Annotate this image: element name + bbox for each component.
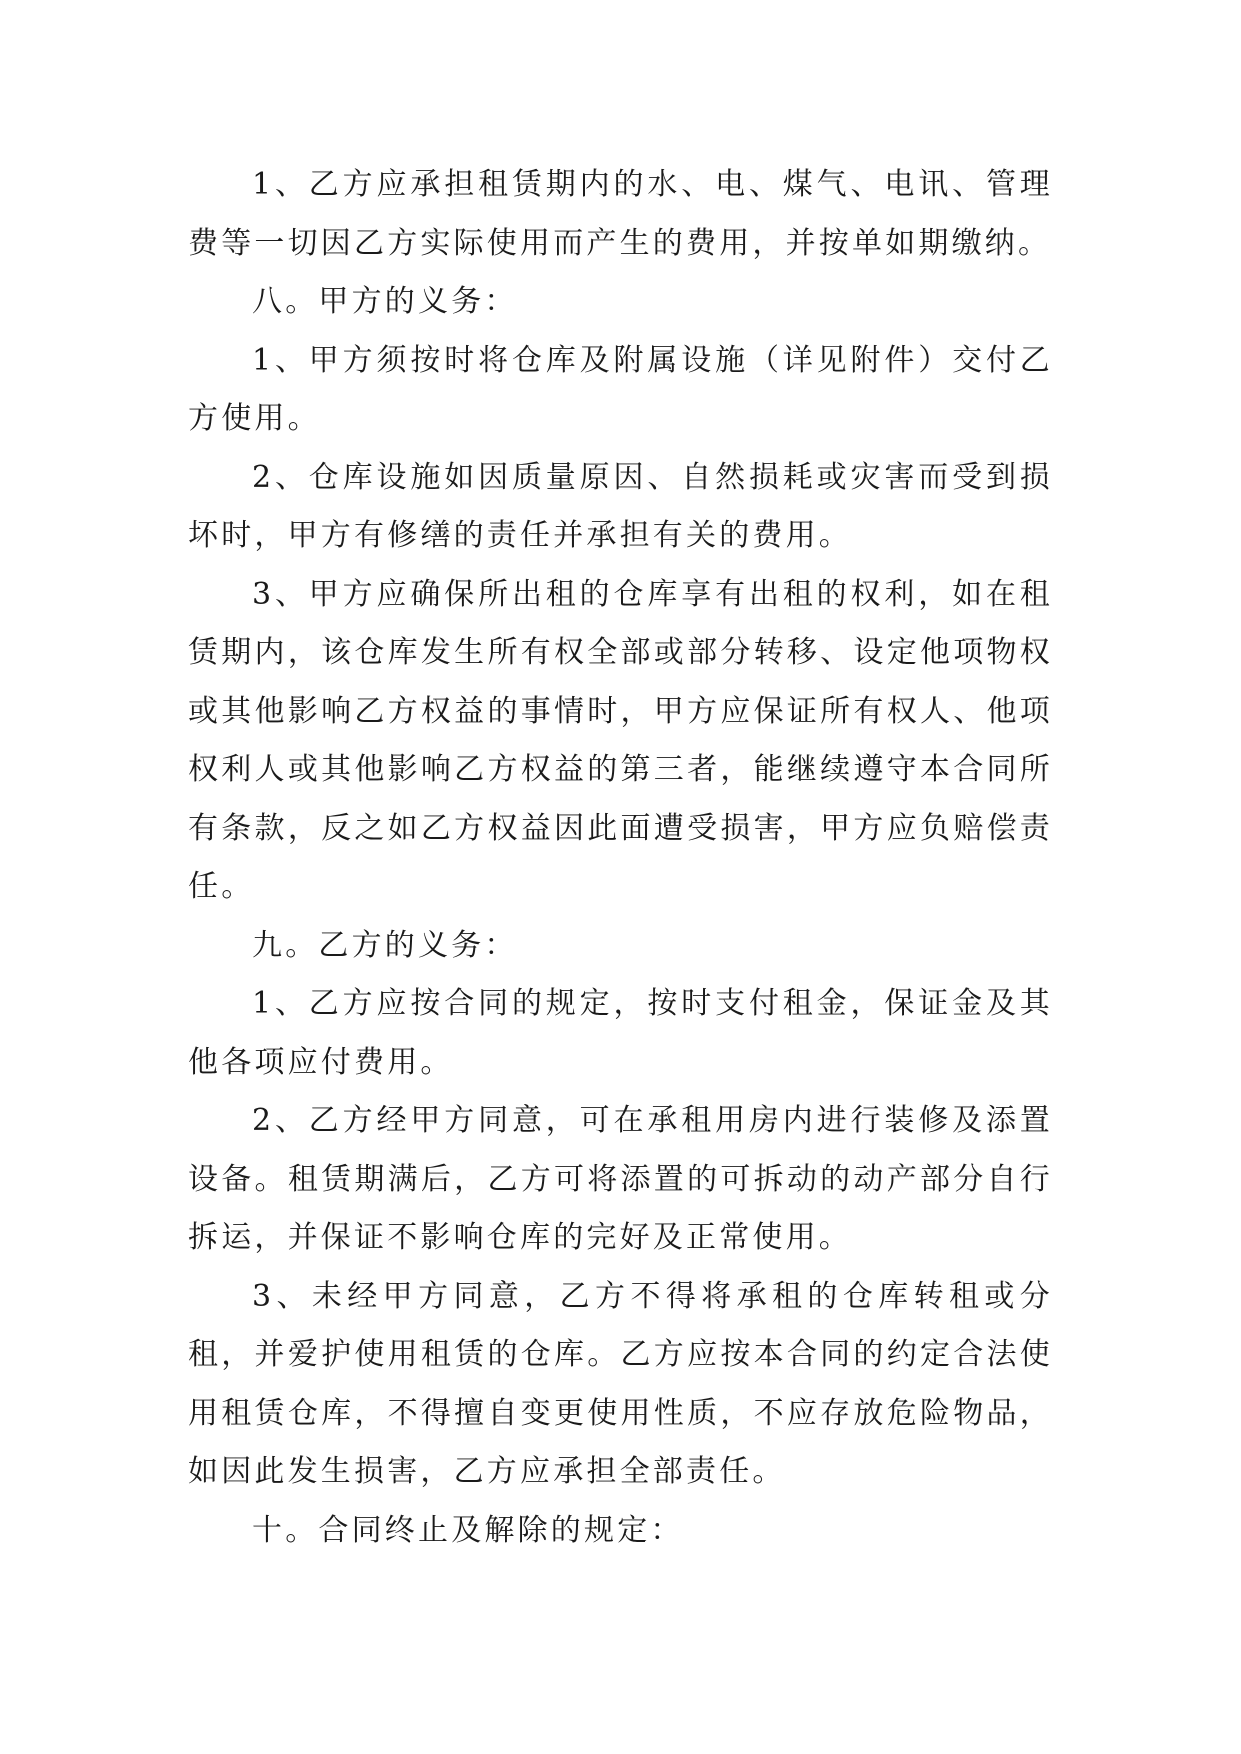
paragraph-a-rights-guarantee: 3、甲方应确保所出租的仓库享有出租的权利，如在租赁期内，该仓库发生所有权全部或部分转移、设定他项物权或其他影响乙方权益的事情时，甲方应保证所有权人、他项权利人或其他影响乙方权益的第三者，能继续遵守本合同所有条款，反之如乙方权益因此面遭受损害，甲方应负赔偿责任。 bbox=[188, 576, 1053, 904]
document-body bbox=[188, 156, 1053, 1560]
paragraph-a-delivery: 1、甲方须按时将仓库及附属设施（详见附件）交付乙方使用。 bbox=[188, 342, 1053, 436]
paragraph-b-renovation: 2、乙方经甲方同意，可在承租用房内进行装修及添置设备。租赁期满后，乙方可将添置的可拆动的动产部分自行拆运，并保证不影响仓库的完好及正常使用。 bbox=[188, 1103, 1053, 1255]
heading-termination: 十。合同终止及解除的规定： bbox=[252, 1512, 684, 1548]
paragraph-a-repairs: 2、仓库设施如因质量原因、自然损耗或灾害而受到损坏时，甲方有修缮的责任并承担有关的费用。 bbox=[188, 459, 1053, 553]
paragraph-b-sublease: 3、未经甲方同意，乙方不得将承租的仓库转租或分租，并爱护使用租赁的仓库。乙方应按本合同的约定合法使用租赁仓库，不得擅自变更使用性质，不应存放危险物品，如因此发生损害，乙方应承担全部责任。 bbox=[188, 1278, 1053, 1489]
paragraph-b-payment: 1、乙方应按合同的规定，按时支付租金，保证金及其他各项应付费用。 bbox=[188, 986, 1053, 1080]
heading-party-a-obligations: 八。甲方的义务： bbox=[252, 284, 518, 319]
paragraph-utility-fees: 1、乙方应承担租赁期内的水、电、煤气、电讯、管理费等一切因乙方实际使用而产生的费用，并按单如期缴纳。 bbox=[188, 167, 1053, 261]
heading-party-b-obligations: 九。乙方的义务： bbox=[252, 927, 518, 963]
